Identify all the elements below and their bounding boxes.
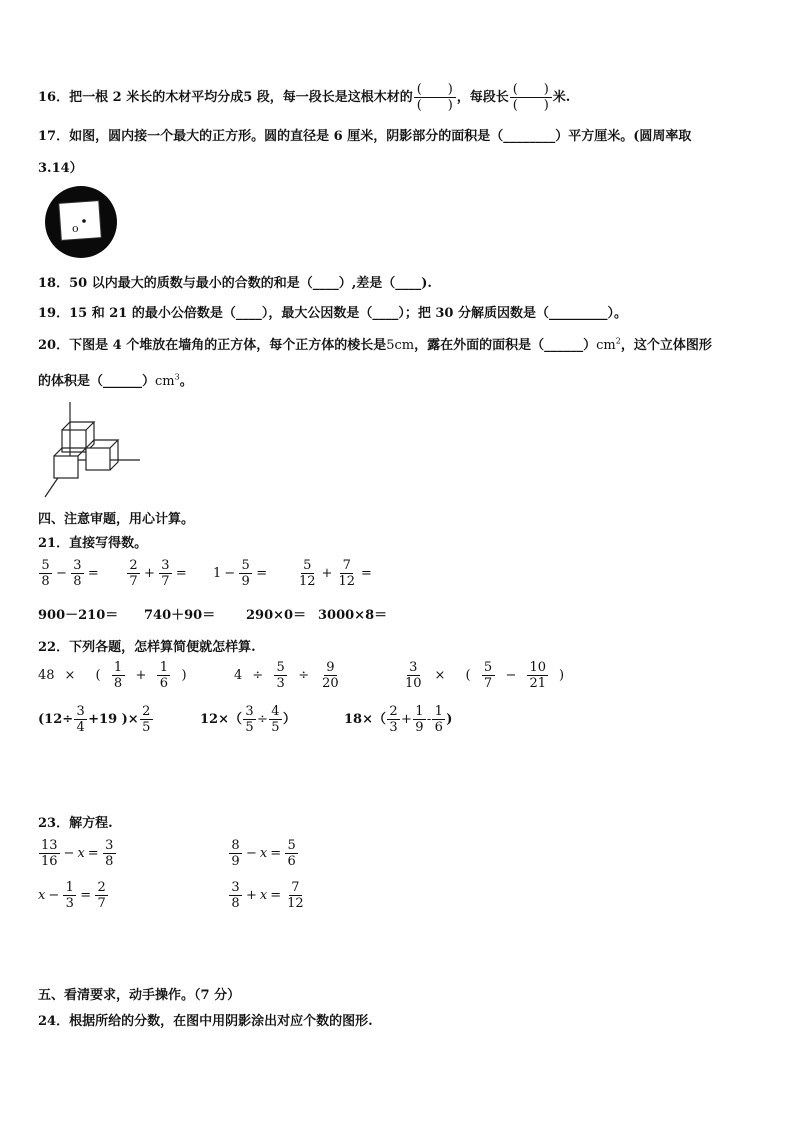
question-19: 19．15 和 21 的最小公倍数是（____），最大公因数是（____）；把 30 分解质因数是（_________）。 xyxy=(38,306,627,321)
unit-5cm: 5cm xyxy=(386,338,415,353)
fraction-numerator: 2 xyxy=(127,558,140,574)
q22-expression-1 xyxy=(38,660,197,691)
fraction-denominator: 3 xyxy=(276,676,285,691)
q21-row2-item-1: 900－210＝ xyxy=(38,608,119,623)
fraction xyxy=(71,558,84,589)
fraction xyxy=(239,558,252,589)
fraction-denominator: ( ) xyxy=(512,98,549,113)
math-operator: = xyxy=(87,566,99,581)
fraction-numerator: 8 xyxy=(229,838,242,854)
fraction xyxy=(320,660,341,691)
q22-expression-5 xyxy=(200,704,296,735)
fraction-denominator: 5 xyxy=(245,720,254,735)
fraction-numerator: 3 xyxy=(407,660,420,676)
fraction xyxy=(229,838,242,869)
math-term: - xyxy=(426,712,432,727)
fraction-numerator: 7 xyxy=(340,558,353,574)
math-operator: = xyxy=(80,888,92,903)
fraction-numerator: 1 xyxy=(157,660,170,676)
text-segment: 12×（ xyxy=(200,712,242,727)
q22-expression-4 xyxy=(38,704,154,735)
math-operator: + xyxy=(135,668,147,683)
text-segment: 的体积是（______） xyxy=(38,374,156,389)
math-operator: × xyxy=(64,668,76,683)
fraction-numerator: 3 xyxy=(243,704,256,720)
fraction xyxy=(432,704,445,735)
fraction-numerator: 5 xyxy=(39,558,52,574)
variable-x: x xyxy=(259,888,268,903)
question-16 xyxy=(38,82,570,113)
math-operator: = xyxy=(87,846,99,861)
fraction xyxy=(482,660,495,691)
q21-row2-item-2: 740＋90＝ xyxy=(144,608,216,623)
fraction-denominator: 12 xyxy=(299,574,316,589)
question-23-title: 23．解方程. xyxy=(38,816,113,831)
fraction-numerator: 5 xyxy=(301,558,314,574)
fraction xyxy=(297,558,318,589)
fraction xyxy=(243,704,256,735)
text-segment: ） xyxy=(282,712,296,727)
q23-equation-4 xyxy=(228,880,307,911)
fraction-denominator: 6 xyxy=(287,854,296,869)
math-term: 4 xyxy=(234,668,243,683)
center-dot xyxy=(82,219,86,223)
unit-exponent: 3 xyxy=(174,372,180,382)
q21-row2-item-3: 290×0＝ xyxy=(246,608,307,623)
question-22-title: 22．下列各题，怎样算简便就怎样算. xyxy=(38,640,256,655)
q23-equation-3 xyxy=(38,880,109,911)
fraction-denominator: 7 xyxy=(483,676,493,691)
math-operator: ( xyxy=(465,668,471,683)
q16-text-b: ，每段长 xyxy=(456,90,509,105)
fraction-denominator: 3 xyxy=(65,896,74,911)
math-term: 1 xyxy=(213,566,222,581)
fraction-denominator: 12 xyxy=(338,574,355,589)
math-operator: = xyxy=(175,566,187,581)
q21-expression-2 xyxy=(126,558,190,589)
fraction-denominator: 12 xyxy=(287,896,304,911)
q16-text-a: 16．把一根 2 米长的木材平均分成5 段，每一段长是这根木材的 xyxy=(38,90,413,105)
fraction-denominator: 8 xyxy=(73,574,82,589)
math-operator: ÷ xyxy=(298,668,310,683)
math-term: cm xyxy=(596,338,616,353)
fraction xyxy=(39,558,52,589)
q21-expression-4 xyxy=(296,558,375,589)
q21-expression-1 xyxy=(38,558,102,589)
fraction-denominator: 7 xyxy=(161,574,170,589)
section-5-title: 五、看清要求，动手操作。（7 分） xyxy=(38,988,241,1003)
q21-expression-3 xyxy=(213,558,270,589)
section-4-title: 四、注意审题，用心计算。 xyxy=(38,512,195,527)
math-operator: − xyxy=(505,668,517,683)
fraction-denominator: 21 xyxy=(529,676,546,691)
fraction-denominator: 20 xyxy=(322,676,339,691)
fraction-numerator: 1 xyxy=(112,660,125,676)
math-operator: + xyxy=(144,566,155,581)
fraction-numerator: 2 xyxy=(387,704,400,720)
fraction-denominator: 9 xyxy=(231,854,240,869)
fraction xyxy=(63,880,76,911)
math-operator: + xyxy=(246,888,257,903)
fraction xyxy=(229,880,242,911)
fraction-denominator: 9 xyxy=(241,574,250,589)
fraction xyxy=(103,838,116,869)
center-label: o xyxy=(72,222,79,235)
question-20-line2 xyxy=(38,370,193,389)
math-operator: − xyxy=(224,566,236,581)
math-operator: = xyxy=(256,566,268,581)
fraction-numerator: 5 xyxy=(482,660,495,676)
fraction-numerator: 3 xyxy=(71,558,84,574)
question-18: 18．50 以内最大的质数与最小的合数的和是（____）,差是（____). xyxy=(38,276,432,291)
math-operator: ) xyxy=(181,668,187,683)
variable-x: x xyxy=(259,846,268,861)
math-operator: − xyxy=(56,566,67,581)
q20-stacked-cubes-figure xyxy=(40,400,144,500)
q23-equation-1 xyxy=(38,838,117,869)
cube-bottom-right xyxy=(86,440,118,470)
fraction xyxy=(387,704,400,735)
text-segment: ，这个立体图形 xyxy=(620,338,712,353)
question-17-line1: 17．如图，圆内接一个最大的正方形。圆的直径是 6 厘米，阴影部分的面积是（________）平方厘米。(圆周率取 xyxy=(38,129,692,144)
fraction xyxy=(74,704,87,735)
fraction-numerator: 1 xyxy=(413,704,426,720)
fraction-numerator: 9 xyxy=(324,660,337,676)
text-segment: (12÷ xyxy=(38,712,74,727)
fraction xyxy=(274,660,287,691)
fraction-numerator: 5 xyxy=(239,558,252,574)
unit-exponent: 2 xyxy=(615,336,621,346)
question-24: 24．根据所给的分数，在图中用阴影涂出对应个数的图形. xyxy=(38,1014,373,1029)
math-operator: − xyxy=(63,846,75,861)
fraction-numerator: 1 xyxy=(63,880,76,896)
math-term: cm xyxy=(155,374,175,389)
math-operator: ( xyxy=(95,668,101,683)
fraction xyxy=(157,660,170,691)
fraction xyxy=(95,880,108,911)
fraction-denominator: 8 xyxy=(231,896,240,911)
fraction-denominator: 6 xyxy=(434,720,443,735)
variable-x: x xyxy=(38,888,46,903)
square-shape xyxy=(59,201,101,241)
math-term: ÷ xyxy=(256,712,268,727)
text-segment: 。 xyxy=(179,374,193,389)
fraction xyxy=(140,704,153,735)
fraction-denominator: 8 xyxy=(41,574,50,589)
math-operator: = xyxy=(361,566,372,581)
fraction-denominator: ( ) xyxy=(416,98,453,113)
math-operator: − xyxy=(48,888,60,903)
question-17-line2: 3.14） xyxy=(38,161,83,176)
math-term: + xyxy=(400,712,412,727)
fraction-numerator: 3 xyxy=(103,838,116,854)
fraction-numerator: 2 xyxy=(95,880,108,896)
fraction xyxy=(285,880,306,911)
fraction xyxy=(336,558,357,589)
variable-x: x xyxy=(77,846,85,861)
q22-expression-3 xyxy=(402,660,574,691)
text-segment: ，露在外面的面积是（______） xyxy=(414,338,597,353)
fraction-numerator: 3 xyxy=(159,558,172,574)
fraction-numerator: 3 xyxy=(74,704,87,720)
math-operator: ) xyxy=(558,668,565,683)
fraction xyxy=(413,704,426,735)
q22-expression-6 xyxy=(344,704,452,735)
q16-blank-fraction-1[interactable] xyxy=(414,82,456,113)
fraction-denominator: 9 xyxy=(415,720,424,735)
fraction-denominator: 7 xyxy=(97,896,106,911)
fraction xyxy=(112,660,125,691)
fraction-numerator: 3 xyxy=(229,880,242,896)
math-operator: × xyxy=(434,668,446,683)
fraction xyxy=(285,838,298,869)
math-operator: = xyxy=(270,888,282,903)
text-segment: +19 )× xyxy=(88,712,139,727)
fraction-numerator: 2 xyxy=(140,704,153,720)
fraction-denominator: 7 xyxy=(129,574,138,589)
question-20-line1 xyxy=(38,334,712,353)
text-segment: 18×（ xyxy=(344,712,386,727)
q23-equation-2 xyxy=(228,838,299,869)
fraction-denominator: 3 xyxy=(389,720,398,735)
fraction-denominator: 6 xyxy=(159,676,169,691)
fraction-numerator: 5 xyxy=(274,660,287,676)
text-segment: ) xyxy=(446,712,453,727)
text-segment: 20．下图是 4 个堆放在墙角的正方体，每个正方体的棱长是 xyxy=(38,338,387,353)
fraction-numerator: ( ) xyxy=(414,82,456,98)
fraction xyxy=(127,558,140,589)
fraction-denominator: 16 xyxy=(41,854,58,869)
fraction-numerator: 4 xyxy=(269,704,282,720)
fraction-numerator: ( ) xyxy=(510,82,552,98)
q22-expression-2 xyxy=(234,660,342,691)
math-term: 48 xyxy=(38,668,55,683)
q21-row2-item-4: 3000×8＝ xyxy=(318,608,388,623)
fraction-denominator: 5 xyxy=(271,720,280,735)
fraction xyxy=(159,558,172,589)
fraction xyxy=(269,704,282,735)
fraction-denominator: 4 xyxy=(76,720,85,735)
q16-blank-fraction-2[interactable] xyxy=(510,82,552,113)
fraction xyxy=(39,838,60,869)
fraction-numerator: 7 xyxy=(289,880,302,896)
fraction-denominator: 5 xyxy=(142,720,151,735)
fraction-numerator: 13 xyxy=(41,838,58,853)
math-operator: = xyxy=(270,846,282,861)
fraction xyxy=(403,660,424,691)
fraction-denominator: 8 xyxy=(105,854,114,869)
math-operator: − xyxy=(246,846,257,861)
q16-text-c: 米. xyxy=(552,90,571,105)
fraction-numerator: 10 xyxy=(529,660,546,675)
fraction-numerator: 5 xyxy=(285,838,298,854)
fraction-denominator: 10 xyxy=(405,676,422,691)
math-operator: + xyxy=(321,566,333,581)
q17-circle-square-figure xyxy=(40,185,124,259)
fraction-numerator: 1 xyxy=(432,704,445,720)
question-21-title: 21．直接写得数。 xyxy=(38,536,148,551)
fraction xyxy=(527,660,548,691)
fraction-denominator: 8 xyxy=(113,676,123,691)
math-operator: ÷ xyxy=(252,668,264,683)
